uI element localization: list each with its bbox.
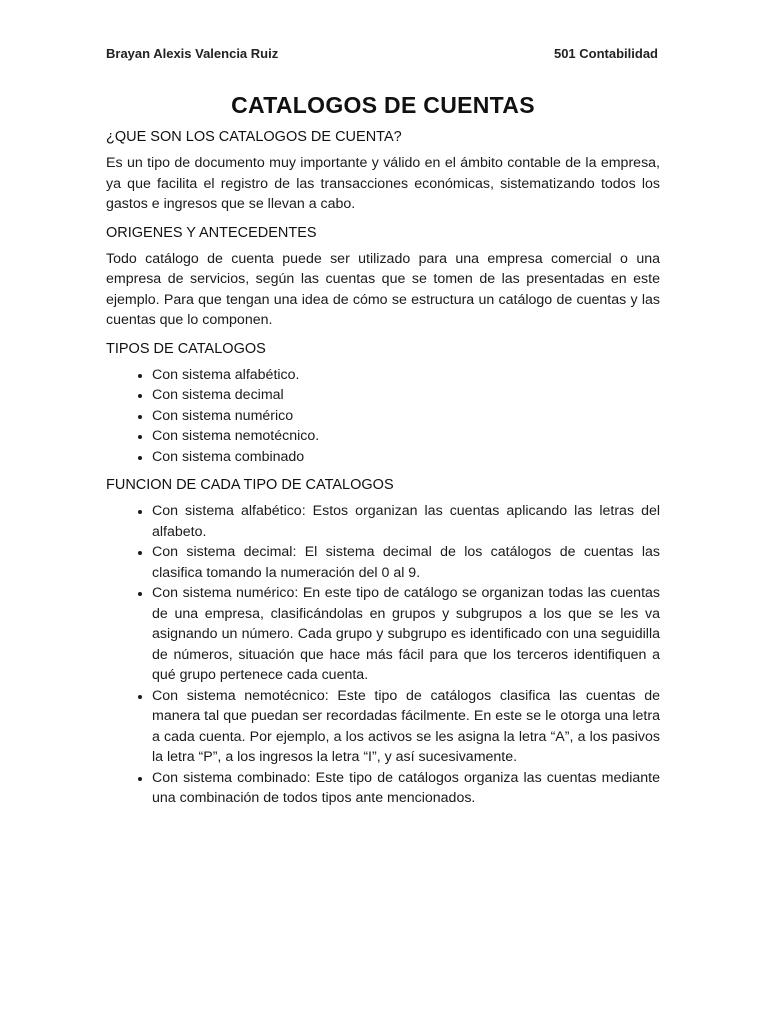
course-name: 501 Contabilidad [553,46,658,61]
list-item: • Con sistema nemotécnico. [152,426,660,447]
list-item: • Con sistema alfabético: Estos organizan las cuentas aplicando las letras del alfabeto. [152,501,660,542]
section-paragraph: Todo catálogo de cuenta puede ser utilizado para una empresa comercial o una empresa de servicios, según las cuentas que se tomen de las presentadas en este ejemplo. Para que tengan una idea de cómo se estructura un catálogo de cuentas y las cuentas que lo componen. [106,250,660,328]
section-functions [106,477,660,809]
list-item: • Con sistema combinado [152,447,660,468]
list-item: • Con sistema decimal [152,385,660,406]
section-origins [106,225,660,331]
section-paragraph: Es un tipo de documento muy importante y válido en el ámbito contable de la empresa, ya que facilita el registro de las transacciones económicas, sistematizando todos los gastos e ingresos que se llevan a cabo. [106,155,660,212]
section-heading: ORIGENES Y ANTECEDENTES [106,224,317,241]
list-item: • Con sistema numérico: En este tipo de catálogo se organizan todas las cuentas de una empresa, clasificándolas en grupos y subgrupos a los que se les va asignando un número. Cada grupo y subgrupo es identificado con una seguidilla de números, situación que hace más fácil para que los terceros identifiquen a qué grupo pertenece cada cuenta. [152,583,660,686]
section-heading: ¿QUE SON LOS CATALOGOS DE CUENTA? [106,129,402,145]
functions-list [106,501,660,809]
section-what-are [106,129,660,215]
list-item: • Con sistema decimal: El sistema decimal de los catálogos de cuentas las clasifica tomando la numeración del 0 al 9. [152,542,660,583]
list-item: • Con sistema numérico [152,406,660,427]
types-list [106,365,660,468]
section-types [106,341,660,468]
list-item: • Con sistema alfabético. [152,365,660,386]
page-header [106,46,658,61]
section-heading: TIPOS DE CATALOGOS [106,340,266,357]
list-item: • Con sistema combinado: Este tipo de catálogos organiza las cuentas mediante una combinación de todos tipos ante mencionados. [152,768,660,809]
author-name: Brayan Alexis Valencia Ruiz [106,46,279,61]
document-body [106,92,660,819]
section-heading: FUNCION DE CADA TIPO DE CATALOGOS [106,477,394,493]
list-item: • Con sistema nemotécnico: Este tipo de catálogos clasifica las cuentas de manera tal que puedan ser recordadas fácilmente. En este se le otorga una letra a cada cuenta. Por ejemplo, a los activos se les asigna la letra “A”, a los pasivos la letra “P”, a los ingresos la letra “I”, y así sucesivamente. [152,686,660,768]
document-title: CATALOGOS DE CUENTAS [231,92,535,118]
